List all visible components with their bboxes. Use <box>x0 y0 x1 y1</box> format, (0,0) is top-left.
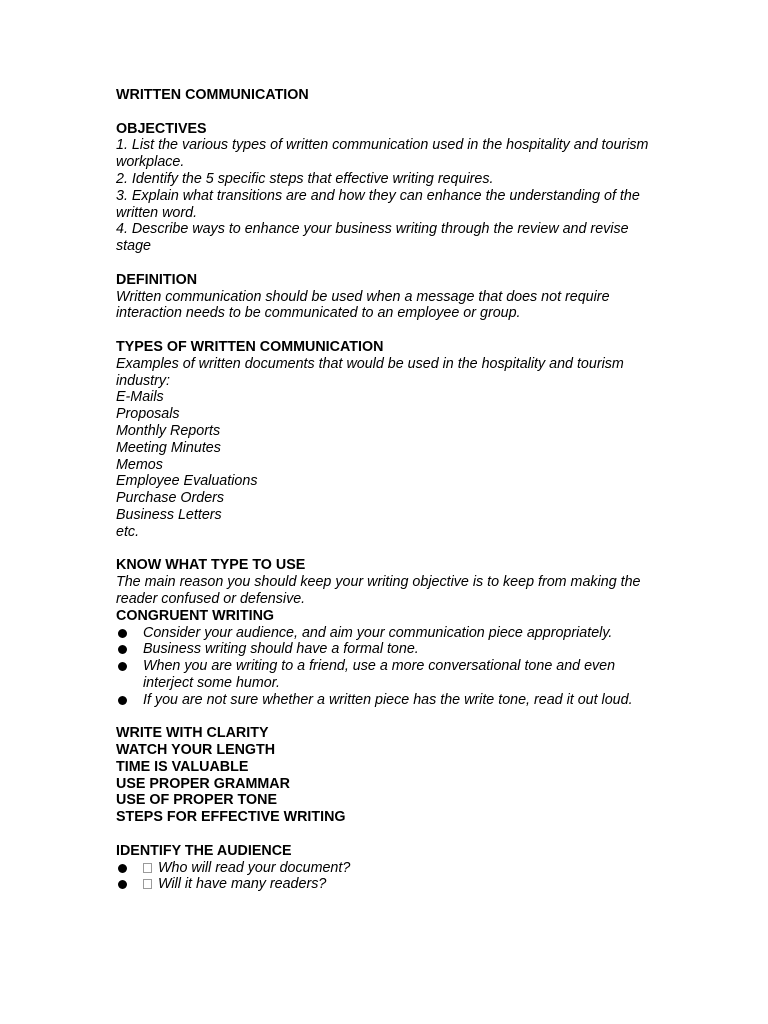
know-type-heading: KNOW WHAT TYPE TO USE <box>116 557 306 574</box>
list-item <box>116 658 656 692</box>
definition-text: Written communication should be used when a message that does not require interaction needs to be communicated to an employee or group. <box>116 288 610 322</box>
objectives-heading: OBJECTIVES <box>116 120 207 137</box>
know-type-text: The main reason you should keep your writing objective is to keep from making the reader confused or defensive. <box>116 574 641 607</box>
objective-item-3: 3. Explain what transitions are and how they can enhance the understanding of the written word. <box>116 187 640 221</box>
list-item <box>116 876 656 893</box>
bullet-dot-icon <box>118 645 127 654</box>
list-item-text: When you are writing to a friend, use a more conversational tone and even interject some humor. <box>143 658 616 691</box>
type-item-proposals: Proposals <box>116 406 180 423</box>
type-item-purchase-orders: Purchase Orders <box>116 490 225 507</box>
congruent-bullet-list <box>116 625 656 709</box>
list-item <box>116 860 656 877</box>
document-title: WRITTEN COMMUNICATION <box>116 87 309 103</box>
bullet-dot-icon <box>118 696 127 705</box>
bullet-dot-icon <box>118 629 127 638</box>
objective-item-2: 2. Identify the 5 specific steps that effective writing requires. <box>116 170 494 187</box>
type-item-etc: etc. <box>116 523 140 540</box>
audience-heading: IDENTIFY THE AUDIENCE <box>116 842 292 859</box>
type-item-monthly-reports: Monthly Reports <box>116 422 221 439</box>
section-time-is-valuable: TIME IS VALUABLE <box>116 758 249 775</box>
list-item-text: Will it have many readers? <box>158 876 327 893</box>
spacer <box>116 255 656 272</box>
list-item-text: Consider your audience, and aim your communication piece appropriately. <box>143 624 613 641</box>
missing-glyph-box-icon <box>143 863 152 873</box>
list-item-text: Business writing should have a formal tone. <box>143 641 419 658</box>
spacer <box>116 826 656 843</box>
type-item-employee-evaluations: Employee Evaluations <box>116 473 258 490</box>
list-item <box>116 625 656 642</box>
type-item-meeting-minutes: Meeting Minutes <box>116 439 221 456</box>
section-use-of-proper-tone: USE OF PROPER TONE <box>116 792 278 809</box>
type-item-memos: Memos <box>116 456 163 473</box>
section-watch-your-length: WATCH YOUR LENGTH <box>116 742 276 759</box>
spacer <box>116 104 656 121</box>
objective-item-1: 1. List the various types of written communication used in the hospitality and tourism workplace. <box>116 137 649 171</box>
type-item-business-letters: Business Letters <box>116 506 222 523</box>
list-item <box>116 641 656 658</box>
section-use-proper-grammar: USE PROPER GRAMMAR <box>116 775 290 792</box>
bullet-dot-icon <box>118 864 127 873</box>
spacer <box>116 708 656 725</box>
bullet-dot-icon <box>118 880 127 889</box>
list-item-text: Who will read your document? <box>158 859 351 876</box>
list-item <box>116 692 656 709</box>
audience-bullet-list <box>116 860 656 894</box>
definition-heading: DEFINITION <box>116 271 198 288</box>
list-item-text: If you are not sure whether a written piece has the write tone, read it out loud. <box>143 691 633 708</box>
congruent-heading: CONGRUENT WRITING <box>116 607 275 624</box>
types-intro: Examples of written documents that would be used in the hospitality and tourism industry: <box>116 355 624 389</box>
types-heading: TYPES OF WRITTEN COMMUNICATION <box>116 338 384 355</box>
missing-glyph-box-icon <box>143 879 152 889</box>
section-steps-for-effective-writing: STEPS FOR EFFECTIVE WRITING <box>116 809 346 826</box>
type-item-emails: E-Mails <box>116 389 164 406</box>
section-write-with-clarity: WRITE WITH CLARITY <box>116 725 269 742</box>
bullet-dot-icon <box>118 662 127 671</box>
document-page <box>116 87 656 893</box>
spacer <box>116 541 656 558</box>
objective-item-4: 4. Describe ways to enhance your business writing through the review and revise stage <box>116 221 629 255</box>
spacer <box>116 322 656 339</box>
